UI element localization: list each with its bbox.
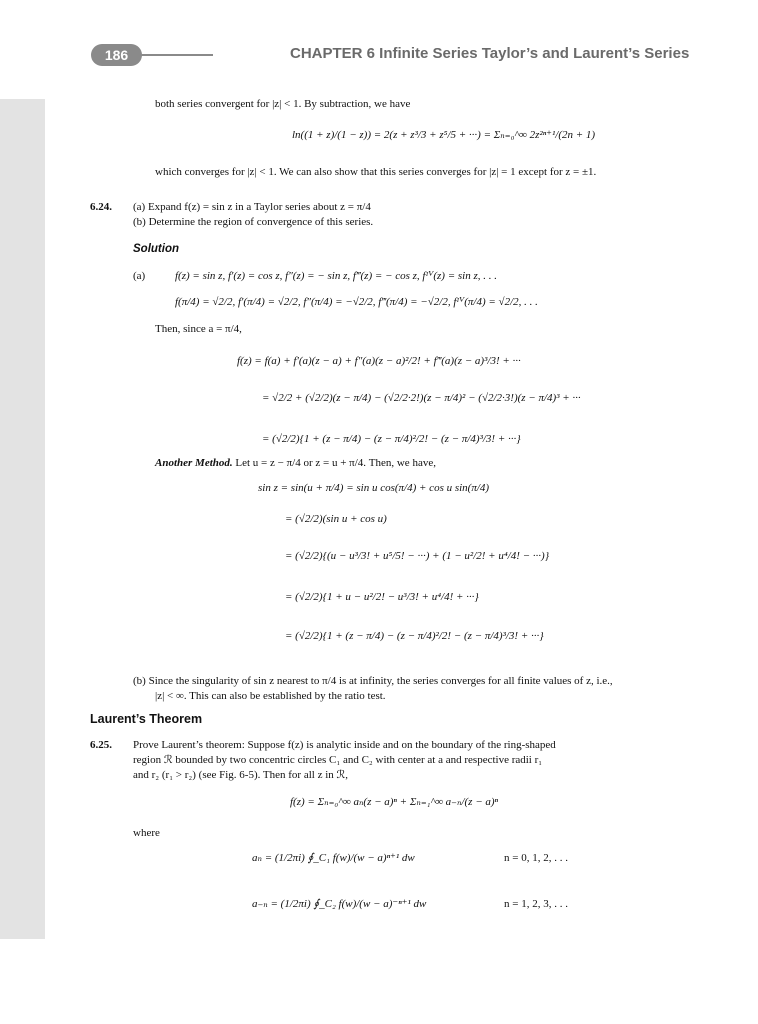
coefficient-a-neg: a₋ₙ = (1/2πi) ∮_C₂ f(w)/(w − a)⁻ⁿ⁺¹ dw xyxy=(252,898,427,910)
method-line-1: sin z = sin(u + π/4) = sin u cos(π/4) + cos u sin(π/4) xyxy=(258,482,490,494)
problem-part-b: (b) Determine the region of convergence of this series. xyxy=(133,216,374,228)
taylor-line-3: = (√2/2){1 + (z − π/4) − (z − π/4)²/2! − (z − π/4)³/3! + ···} xyxy=(262,433,521,445)
method-line-4: = (√2/2){1 + u − u²/2! − u³/3! + u⁴/4! + ···} xyxy=(285,591,479,603)
section-heading: Laurent’s Theorem xyxy=(90,712,203,726)
problem-number: 6.25. xyxy=(90,739,112,751)
problem-part-a: (a) Expand f(z) = sin z in a Taylor series about z = π/4 xyxy=(133,201,371,213)
part-b-text: |z| < ∞. This can also be established by the ratio test. xyxy=(155,690,386,702)
coefficient-an: aₙ = (1/2πi) ∮_C₁ f(w)/(w − a)ⁿ⁺¹ dw xyxy=(252,852,415,864)
page-margin-bar xyxy=(0,99,45,939)
taylor-line-2: = √2/2 + (√2/2)(z − π/4) − (√2/2·2!)(z − π/4)² − (√2/2·3!)(z − π/4)³ + ··· xyxy=(262,392,581,404)
part-b-text: (b) Since the singularity of sin z nearest to π/4 is at infinity, the series converges for all finite values of z, i.e., xyxy=(133,675,613,687)
derivatives-line: f(z) = sin z, f′(z) = cos z, f″(z) = − sin z, f‴(z) = − cos z, fᴵⱽ(z) = sin z, . . . xyxy=(175,270,497,282)
header-rule xyxy=(141,54,213,56)
intro-line: both series convergent for |z| < 1. By subtraction, we have xyxy=(155,98,411,110)
coefficient-an-range: n = 0, 1, 2, . . . xyxy=(504,852,568,864)
then-line: Then, since a = π/4, xyxy=(155,323,242,335)
another-method-label: Another Method. xyxy=(155,457,233,469)
part-label: (a) xyxy=(133,270,146,282)
another-method-line xyxy=(155,456,436,470)
method-line-2: = (√2/2)(sin u + cos u) xyxy=(285,513,387,525)
problem-text: and r₂ (r₁ > r₂) (see Fig. 6-5). Then for all z in ℛ, xyxy=(133,769,349,781)
where-label: where xyxy=(133,827,160,839)
method-line-3: = (√2/2){(u − u³/3! + u⁵/5! − ···) + (1 − u²/2! + u⁴/4! − ···)} xyxy=(285,550,550,562)
laurent-series: f(z) = Σₙ₌₀^∞ aₙ(z − a)ⁿ + Σₙ₌₁^∞ a₋ₙ/(z − a)ⁿ xyxy=(290,796,498,808)
problem-text: Prove Laurent’s theorem: Suppose f(z) is analytic inside and on the boundary of the ring-shaped xyxy=(133,739,556,751)
page-number: 186 xyxy=(91,44,142,66)
intro-line: which converges for |z| < 1. We can also show that this series converges for |z| = 1 except for z = ±1. xyxy=(155,166,597,178)
method-line-5: = (√2/2){1 + (z − π/4) − (z − π/4)²/2! − (z − π/4)³/3! + ···} xyxy=(285,630,544,642)
solution-heading: Solution xyxy=(133,243,179,255)
chapter-title: CHAPTER 6 Infinite Series Taylor’s and Laurent’s Series xyxy=(290,45,690,62)
values-line: f(π/4) = √2/2, f′(π/4) = √2/2, f″(π/4) = −√2/2, f‴(π/4) = −√2/2, fᴵⱽ(π/4) = √2/2, . . . xyxy=(175,296,538,308)
taylor-line-1: f(z) = f(a) + f′(a)(z − a) + f″(a)(z − a)²/2! + f‴(a)(z − a)³/3! + ··· xyxy=(237,355,521,367)
another-method-text: Let u = z − π/4 or z = u + π/4. Then, we have, xyxy=(235,457,436,469)
problem-number: 6.24. xyxy=(90,201,112,213)
equation-ln: ln((1 + z)/(1 − z)) = 2(z + z³/3 + z⁵/5 + ···) = Σₙ₌₀^∞ 2z²ⁿ⁺¹/(2n + 1) xyxy=(292,129,596,141)
coefficient-a-neg-range: n = 1, 2, 3, . . . xyxy=(504,898,568,910)
problem-text: region ℛ bounded by two concentric circles C₁ and C₂ with center at a and respective radii r₁ xyxy=(133,754,543,766)
